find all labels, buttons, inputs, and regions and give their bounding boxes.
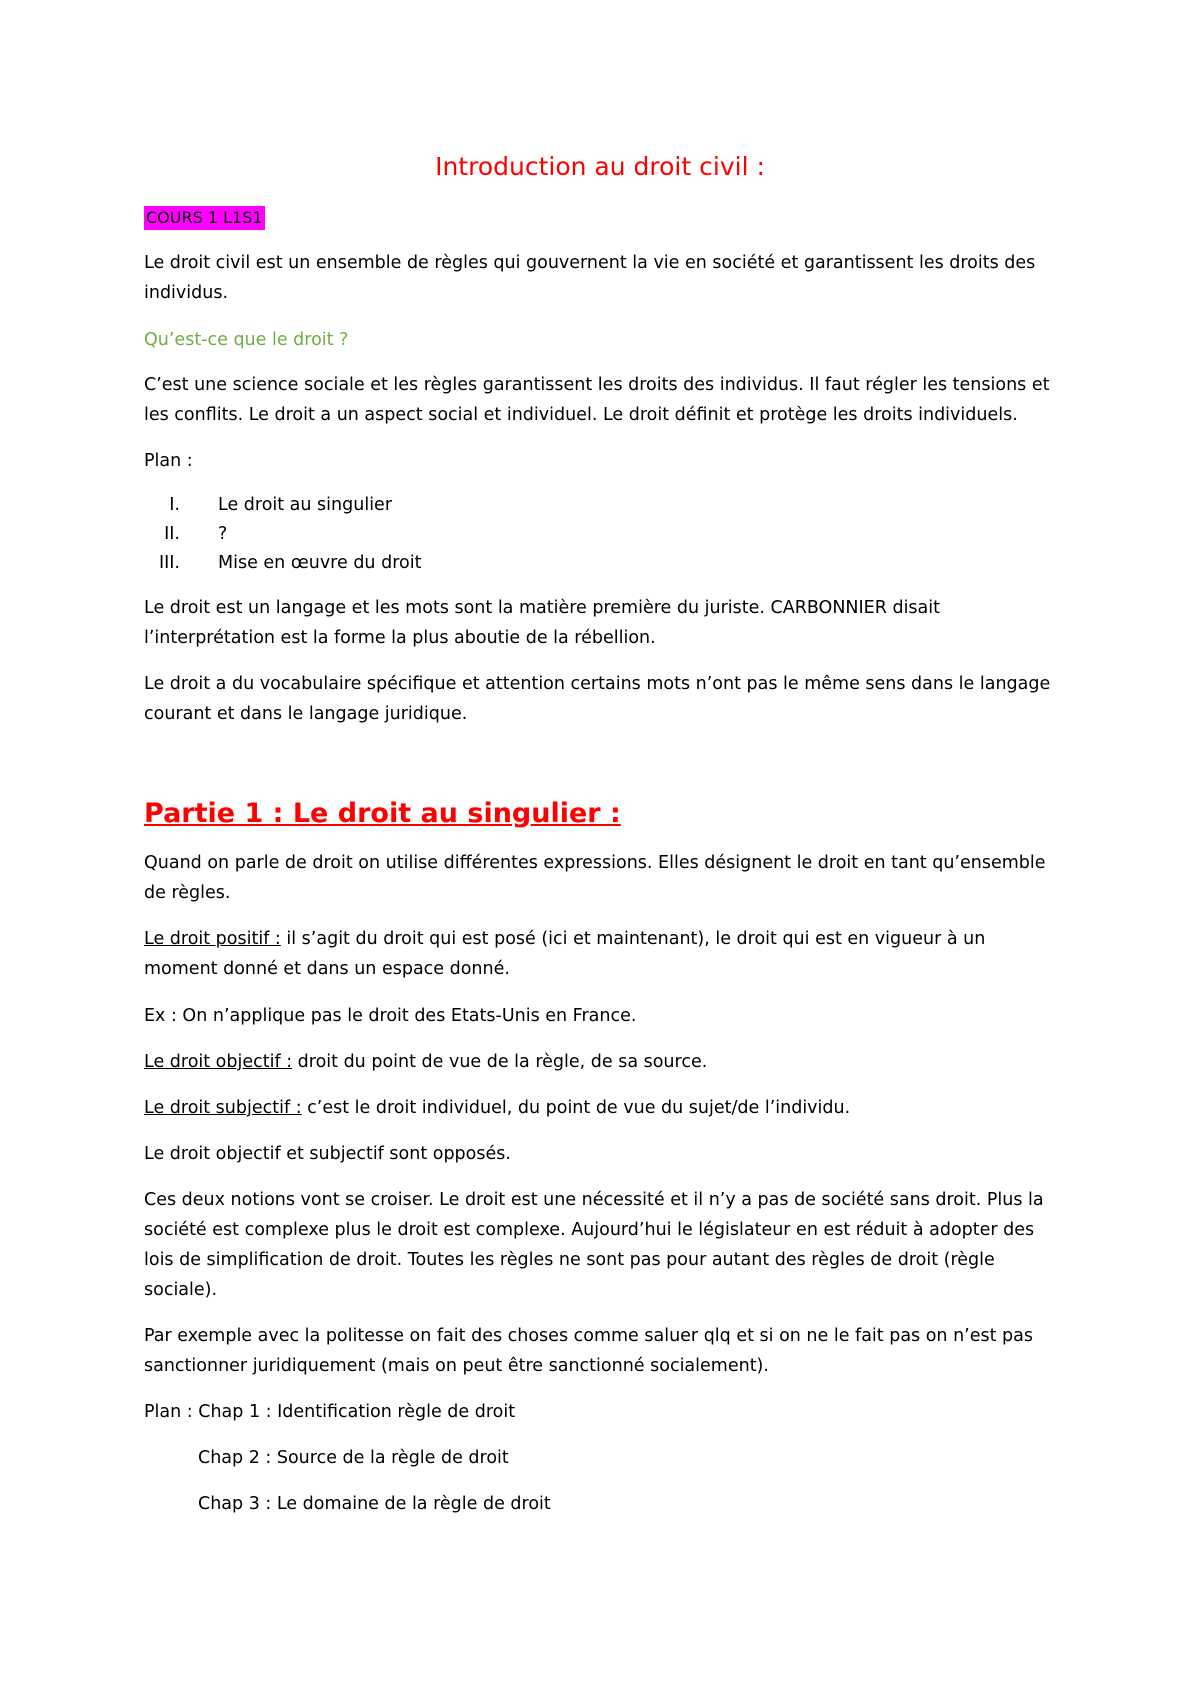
droit-objectif-term: Le droit objectif :: [144, 1052, 293, 1072]
chapter-3-line: Chap 3 : Le domaine de la règle de droit: [198, 1494, 551, 1514]
plan-item-text: Le droit au singulier: [218, 495, 393, 515]
course-tag: COURS 1 L1S1: [144, 206, 265, 230]
droit-positif-term: Le droit positif :: [144, 929, 281, 949]
langage-paragraph: Le droit est un langage et les mots sont la matière première du juriste. CARBONNIER disait l’interprétation est la forme la plus aboutie de la rébellion.: [144, 598, 940, 648]
chapter-2-line: Chap 2 : Source de la règle de droit: [198, 1448, 509, 1468]
example-line: Ex : On n’applique pas le droit des Etats-Unis en France.: [144, 1006, 637, 1026]
notions-paragraph: Ces deux notions vont se croiser. Le droit est une nécessité et il n’y a pas de société sans droit. Plus la société est complexe plus le droit est complexe. Aujourd’hui le législateur en est réduit à adopter des lois de simplification de droit. Toutes les règles ne sont pas pour autant des règles de droit (règle sociale).: [144, 1190, 1044, 1300]
plan-item-text: ?: [218, 524, 228, 544]
droit-positif-text: il s’agit du droit qui est posé (ici et maintenant), le droit qui est en vigueur à un moment donné et dans un espace donné.: [144, 929, 986, 979]
part1-intro: Quand on parle de droit on utilise différentes expressions. Elles désignent le droit en tant qu’ensemble de règles.: [144, 853, 1046, 903]
politesse-paragraph: Par exemple avec la politesse on fait des choses comme saluer qlq et si on ne le fait pas on n’est pas sanctionner juridiquement (mais on peut être sanctionné socialement).: [144, 1326, 1033, 1376]
plan-label: Plan :: [144, 451, 193, 471]
document-title: Introduction au droit civil :: [435, 152, 765, 181]
droit-objectif-text: droit du point de vue de la règle, de sa source.: [292, 1052, 708, 1072]
droit-objectif-definition: [144, 1047, 1064, 1077]
plan-item-number: II.: [164, 524, 180, 544]
answer-paragraph: C’est une science sociale et les règles garantissent les droits des individus. Il faut régler les tensions et les conflits. Le droit a un aspect social et individuel. Le droit définit et protège les droits individuels.: [144, 375, 1050, 425]
opposes-line: Le droit objectif et subjectif sont opposés.: [144, 1144, 511, 1164]
droit-subjectif-text: c’est le droit individuel, du point de vue du sujet/de l’individu.: [301, 1098, 851, 1118]
droit-subjectif-term: Le droit subjectif :: [144, 1098, 302, 1118]
plan-item-text: Mise en œuvre du droit: [218, 553, 422, 573]
vocabulaire-paragraph: Le droit a du vocabulaire spécifique et attention certains mots n’ont pas le même sens dans le langage courant et dans le langage juridique.: [144, 674, 1051, 724]
chapter-1-line: Plan : Chap 1 : Identification règle de droit: [144, 1402, 516, 1422]
plan-item-number: I.: [169, 495, 180, 515]
part1-heading: Partie 1 : Le droit au singulier :: [144, 798, 621, 829]
intro-paragraph: Le droit civil est un ensemble de règles qui gouvernent la vie en société et garantissent les droits des individus.: [144, 253, 1036, 303]
droit-positif-definition: [144, 924, 1064, 984]
question-heading: Qu’est-ce que le droit ?: [144, 330, 349, 350]
droit-subjectif-definition: [144, 1093, 1064, 1123]
plan-item-number: III.: [158, 553, 180, 573]
